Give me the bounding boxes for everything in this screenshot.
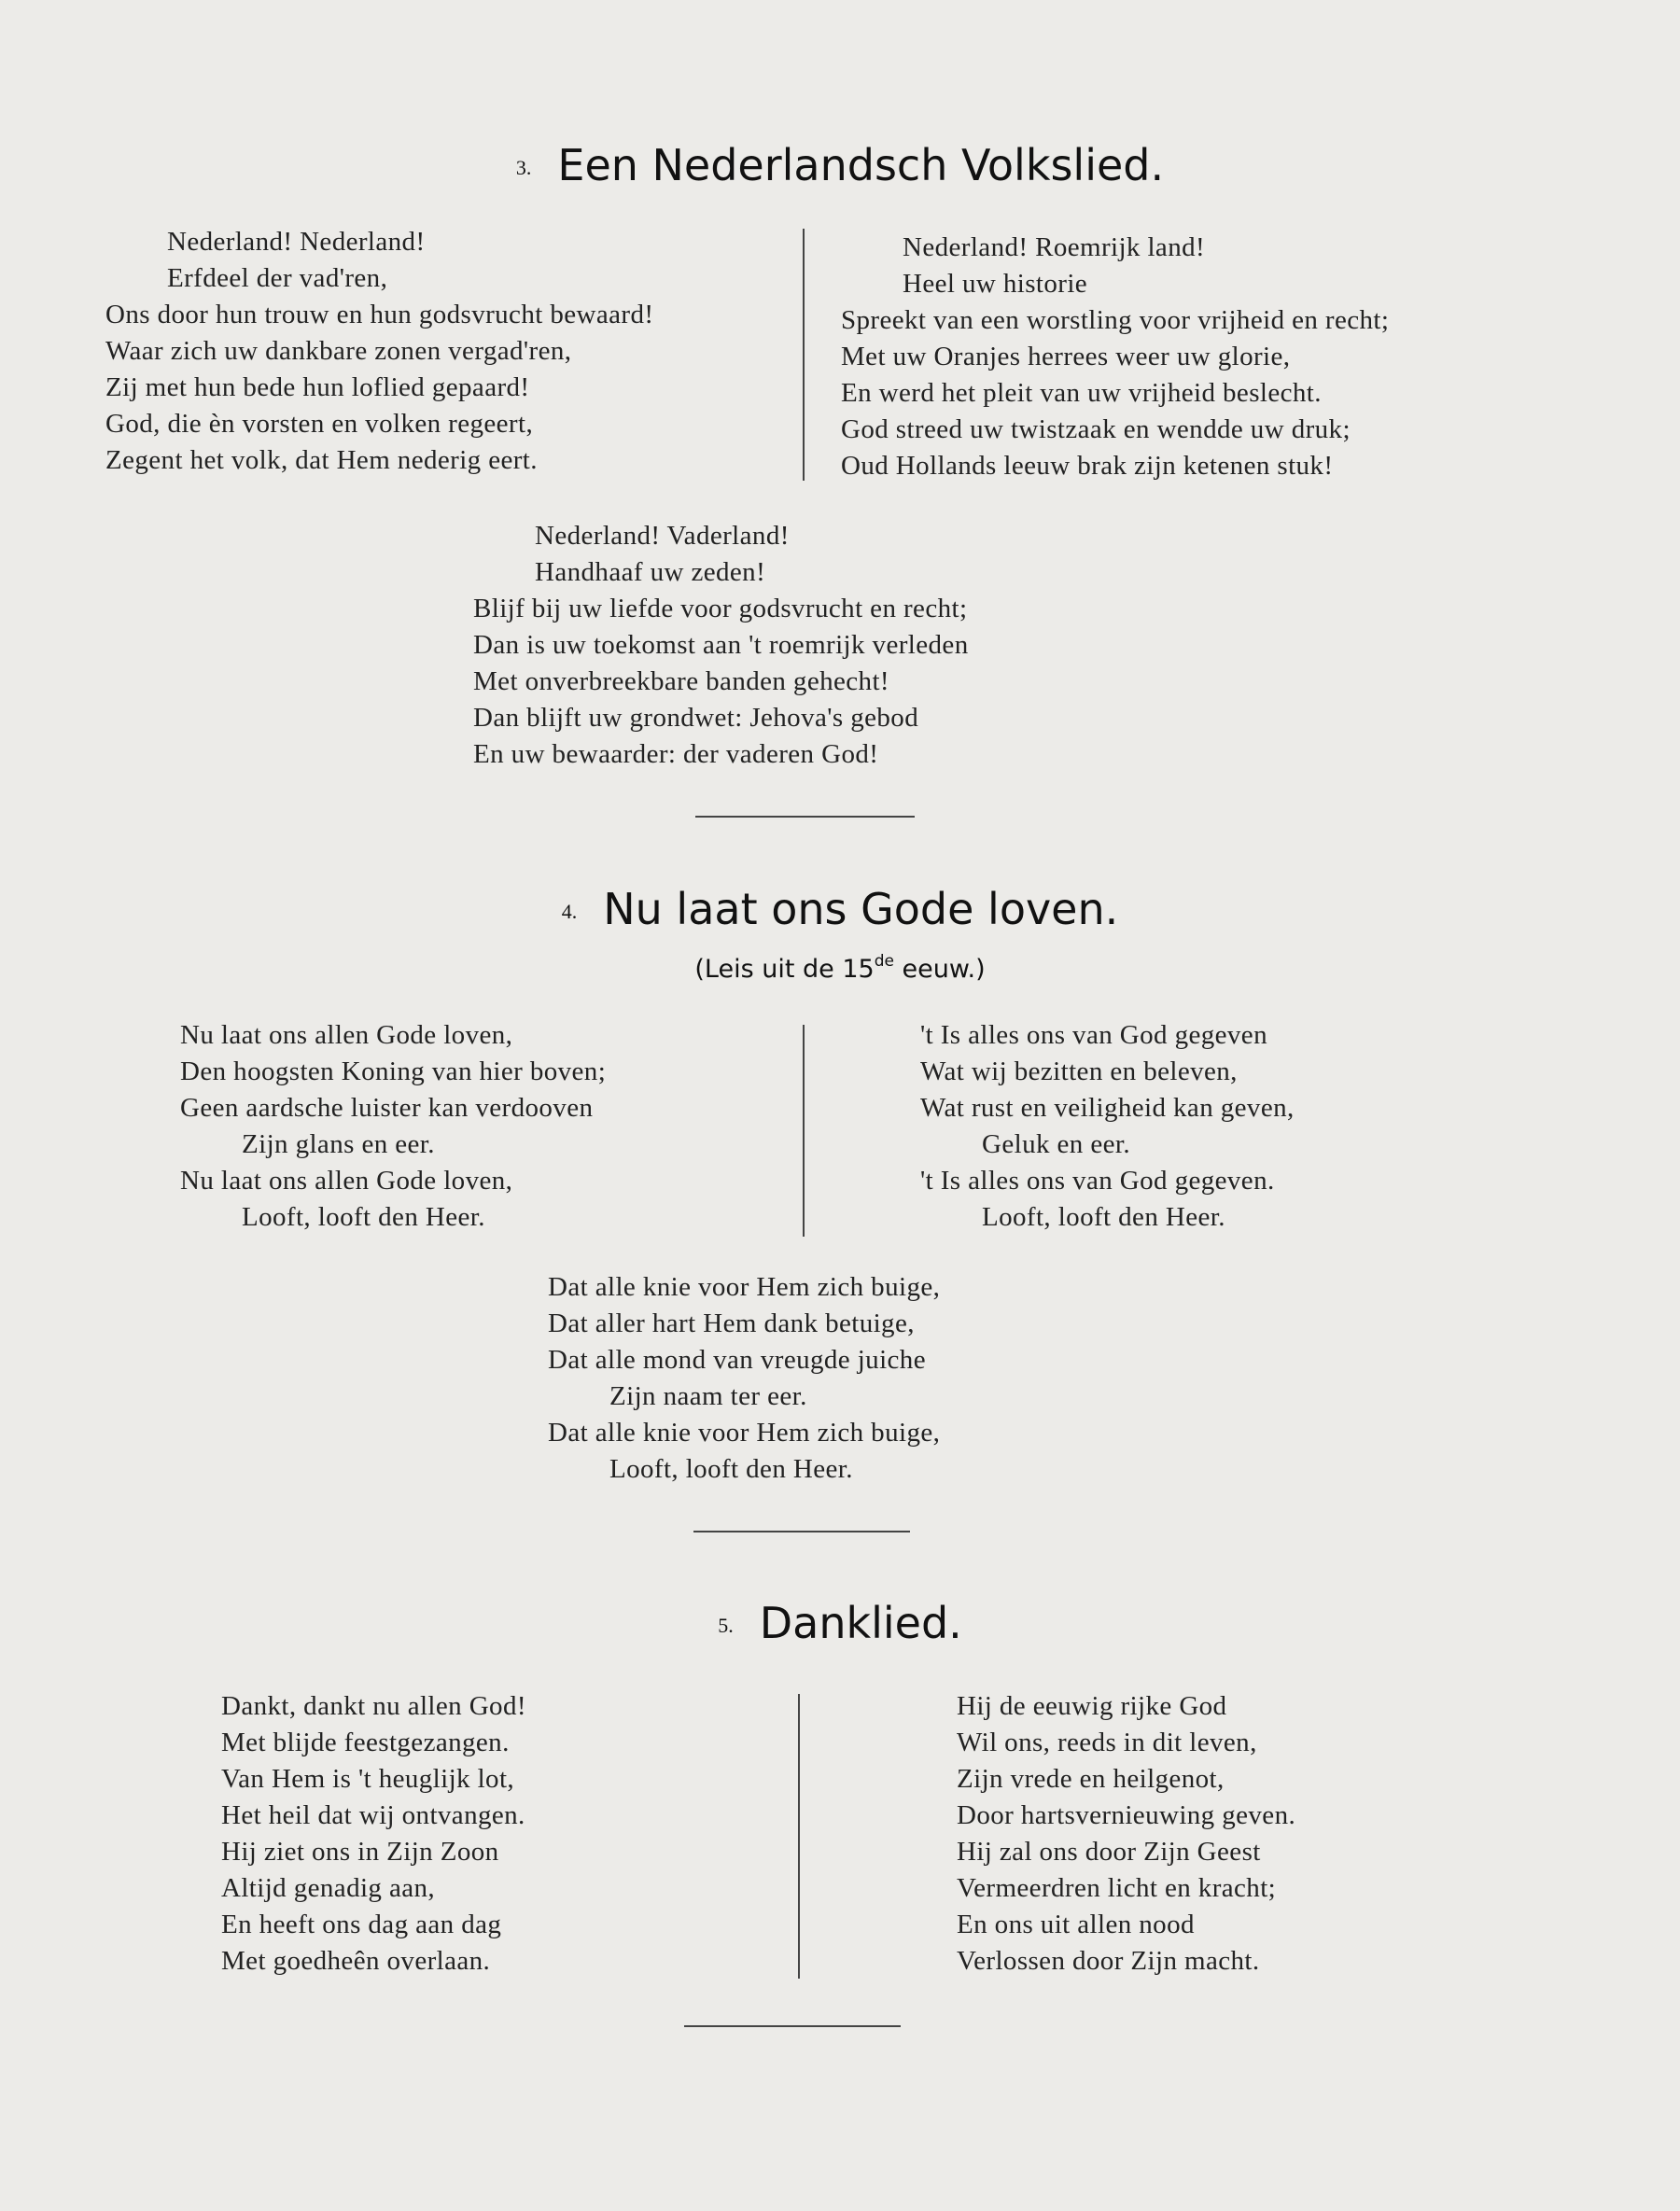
verse-line: Met goedheên overlaan. <box>221 1946 491 1976</box>
verse-line: Dat alle knie voor Hem zich buige, <box>548 1272 941 1302</box>
song-3-right-stanza <box>841 230 1389 484</box>
verse-line: Handhaaf uw zeden! <box>535 557 766 587</box>
verse-line: Dan is uw toekomst aan 't roemrijk verleden <box>473 630 969 660</box>
song-3-number: 3. <box>515 156 532 179</box>
song-3-left-stanza <box>105 224 653 479</box>
verse-line: Zij met hun bede hun loflied gepaard! <box>105 372 530 402</box>
column-divider <box>803 1025 805 1237</box>
verse-line: Heel uw historie <box>903 269 1088 299</box>
song-3-center-stanza <box>473 518 969 773</box>
verse-line: Geluk en eer. <box>982 1129 1130 1159</box>
verse-line: Blijf bij uw liefde voor godsvrucht en recht; <box>473 594 968 623</box>
verse-line: Nu laat ons allen Gode loven, <box>180 1020 513 1050</box>
verse-line: Nederland! Nederland! <box>167 227 426 257</box>
verse-line: Hij zal ons door Zijn Geest <box>957 1837 1261 1867</box>
verse-line: Met blijde feestgezangen. <box>221 1728 510 1757</box>
verse-line: En heeft ons dag aan dag <box>221 1910 502 1939</box>
verse-line: Geen aardsche luister kan verdooven <box>180 1093 594 1123</box>
song-3-title-text: Een Nederlandsch Volkslied. <box>557 140 1165 190</box>
verse-line: Dat alle mond van vreugde juiche <box>548 1345 926 1375</box>
verse-line: Den hoogsten Koning van hier boven; <box>180 1057 607 1086</box>
song-4-left-stanza <box>180 1017 606 1236</box>
verse-line: Nederland! Vaderland! <box>535 521 790 551</box>
verse-line: Wat wij bezitten en beleven, <box>920 1057 1238 1086</box>
verse-line: En uw bewaarder: der vaderen God! <box>473 739 879 769</box>
column-divider <box>803 229 805 481</box>
verse-line: Oud Hollands leeuw brak zijn ketenen stuk! <box>841 451 1334 481</box>
verse-line: Spreekt van een worstling voor vrijheid en recht; <box>841 305 1390 335</box>
song-4-title <box>0 884 1680 934</box>
verse-line: Zijn glans en eer. <box>242 1129 435 1159</box>
verse-line: Wat rust en veiligheid kan geven, <box>920 1093 1295 1123</box>
verse-line: Zijn vrede en heilgenot, <box>957 1764 1225 1794</box>
song-5-left-stanza <box>221 1688 526 1980</box>
section-divider <box>693 1531 910 1532</box>
song-4-subtitle <box>0 952 1680 984</box>
column-divider <box>798 1694 800 1979</box>
song-5-title <box>0 1598 1680 1648</box>
verse-line: Het heil dat wij ontvangen. <box>221 1800 525 1830</box>
verse-line: Zegent het volk, dat Hem nederig eert. <box>105 445 538 475</box>
song-5-right-stanza <box>957 1688 1295 1980</box>
verse-line: Dat alle knie voor Hem zich buige, <box>548 1418 941 1448</box>
verse-line: Vermeerdren licht en kracht; <box>957 1873 1277 1903</box>
verse-line: Hij ziet ons in Zijn Zoon <box>221 1837 499 1867</box>
verse-line: Wil ons, reeds in dit leven, <box>957 1728 1257 1757</box>
verse-line: En ons uit allen nood <box>957 1910 1195 1939</box>
verse-line: Met uw Oranjes herrees weer uw glorie, <box>841 342 1291 371</box>
verse-line: 't Is alles ons van God gegeven <box>920 1020 1267 1050</box>
song-4-center-stanza <box>548 1269 940 1488</box>
verse-line: Waar zich uw dankbare zonen vergad'ren, <box>105 336 572 366</box>
verse-line: Looft, looft den Heer. <box>242 1202 485 1232</box>
verse-line: Zijn naam ter eer. <box>609 1381 807 1411</box>
verse-line: Door hartsvernieuwing geven. <box>957 1800 1296 1830</box>
verse-line: 't Is alles ons van God gegeven. <box>920 1166 1275 1196</box>
song-5-title-text: Danklied. <box>759 1598 962 1648</box>
song-4-title-text: Nu laat ons Gode loven. <box>603 884 1119 934</box>
verse-line: Dankt, dankt nu allen God! <box>221 1691 526 1721</box>
verse-line: God, die èn vorsten en volken regeert, <box>105 409 534 439</box>
verse-line: Looft, looft den Heer. <box>609 1454 853 1484</box>
verse-line: Nederland! Roemrijk land! <box>903 232 1206 262</box>
verse-line: Dat aller hart Hem dank betuige, <box>548 1308 915 1338</box>
verse-line: Looft, looft den Heer. <box>982 1202 1225 1232</box>
verse-line: En werd het pleit van uw vrijheid beslecht. <box>841 378 1322 408</box>
song-4-number: 4. <box>561 900 578 923</box>
verse-line: Met onverbreekbare banden gehecht! <box>473 666 889 696</box>
verse-line: Altijd genadig aan, <box>221 1873 436 1903</box>
subtitle-text: (Leis uit de 15 <box>694 955 875 984</box>
verse-line: God streed uw twistzaak en wendde uw druk; <box>841 414 1351 444</box>
song-4-right-stanza <box>920 1017 1295 1236</box>
subtitle-text-end: eeuw.) <box>893 955 986 984</box>
verse-line: Hij de eeuwig rijke God <box>957 1691 1227 1721</box>
song-3-title <box>0 140 1680 190</box>
verse-line: Ons door hun trouw en hun godsvrucht bewaard! <box>105 300 654 329</box>
verse-line: Erfdeel der vad'ren, <box>167 263 388 293</box>
song-5-number: 5. <box>718 1614 734 1637</box>
verse-line: Verlossen door Zijn macht. <box>957 1946 1260 1976</box>
verse-line: Nu laat ons allen Gode loven, <box>180 1166 513 1196</box>
section-divider <box>684 2025 901 2027</box>
section-divider <box>695 816 915 818</box>
subtitle-superscript: de <box>874 952 894 971</box>
verse-line: Van Hem is 't heuglijk lot, <box>221 1764 515 1794</box>
verse-line: Dan blijft uw grondwet: Jehova's gebod <box>473 703 919 733</box>
